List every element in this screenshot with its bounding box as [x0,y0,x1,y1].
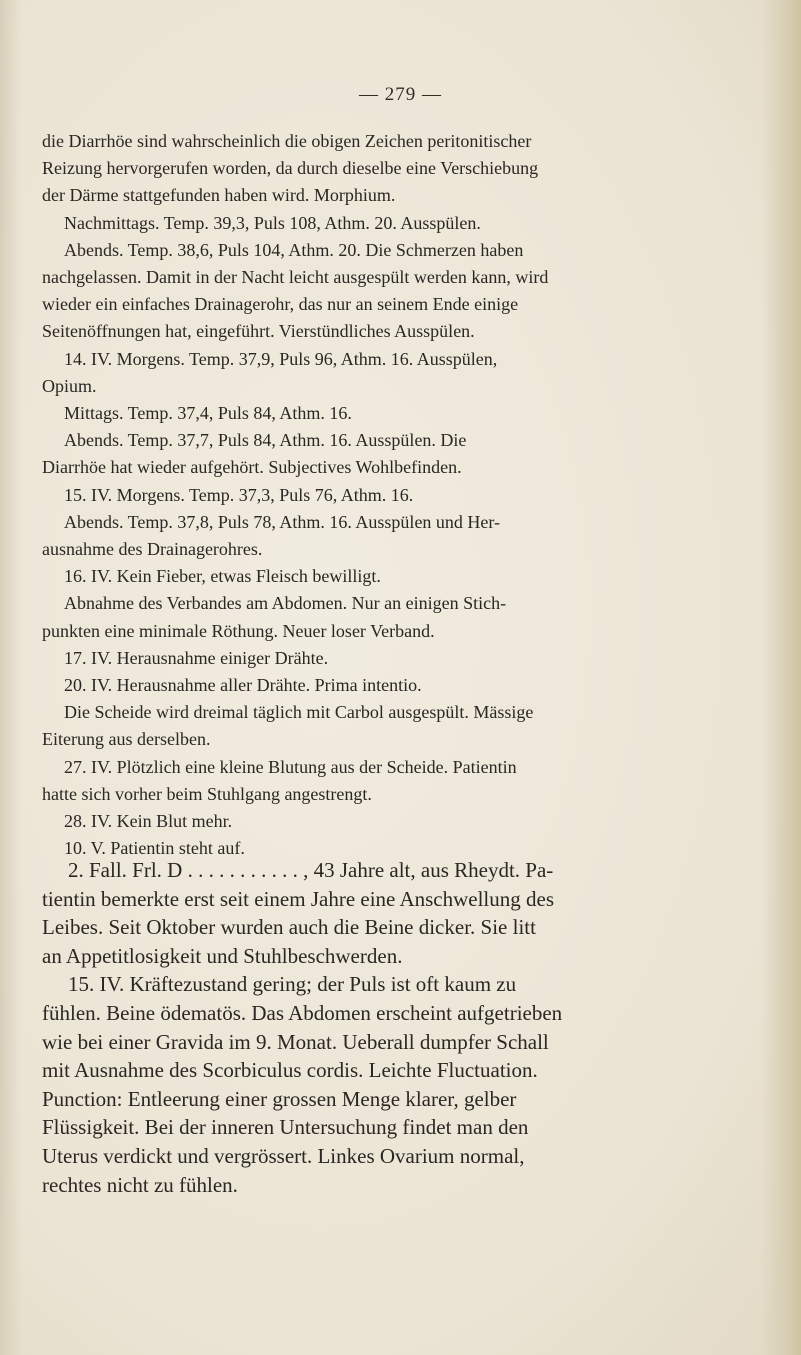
text-line: 16. IV. Kein Fieber, etwas Fleisch bewilligt. [64,566,381,587]
text-line: Flüssigkeit. Bei der inneren Untersuchung findet man den [42,1115,529,1140]
text-line: mit Ausnahme des Scorbiculus cordis. Leichte Fluctuation. [42,1058,538,1083]
text-line: 15. IV. Morgens. Temp. 37,3, Puls 76, Athm. 16. [64,484,414,505]
text-line: Die Scheide wird dreimal täglich mit Carbol ausgespült. Mässige [64,702,534,723]
text-line: Eiterung aus derselben. [42,729,211,750]
page-number: — 279 — [359,84,442,105]
case-1-continuation [42,128,724,862]
text-line: die Diarrhöe sind wahrscheinlich die obigen Zeichen peritonitischer [42,131,532,151]
text-line: Opium. [42,375,97,396]
text-line: 10. V. Patientin steht auf. [64,838,245,859]
text-line: Punction: Entleerung einer grossen Menge klarer, gelber [42,1086,517,1111]
text-line: Diarrhöe hat wieder aufgehört. Subjectives Wohlbefinden. [42,457,462,478]
text-line: 28. IV. Kein Blut mehr. [64,811,233,832]
page-right-edge [761,0,801,1355]
text-line: Uterus verdickt und vergrössert. Linkes Ovarium normal, [42,1143,525,1168]
text-line: 17. IV. Herausnahme einiger Drähte. [64,647,329,668]
text-line: hatte sich vorher beim Stuhlgang angestrengt. [42,783,372,804]
text-line: rechtes nicht zu fühlen. [42,1172,238,1197]
text-line: Leibes. Seit Oktober wurden auch die Beine dicker. Sie litt [42,915,536,940]
text-line: Abnahme des Verbandes am Abdomen. Nur an einigen Stich- [64,593,507,614]
text-line: Abends. Temp. 37,8, Puls 78, Athm. 16. Ausspülen und Her- [64,511,501,532]
text-line: an Appetitlosigkeit und Stuhlbeschwerden. [42,943,403,968]
text-line: 27. IV. Plötzlich eine kleine Blutung aus der Scheide. Patientin [64,756,517,777]
text-line: punkten eine minimale Röthung. Neuer loser Verband. [42,620,435,641]
text-line: der Därme stattgefunden haben wird. Morphium. [42,185,396,206]
case-2-text [42,856,732,1199]
text-line: nachgelassen. Damit in der Nacht leicht ausgespült werden kann, wird [42,267,549,288]
text-line: fühlen. Beine ödematös. Das Abdomen erscheint aufgetrieben [42,1000,563,1025]
text-line: Mittags. Temp. 37,4, Puls 84, Athm. 16. [64,403,352,424]
page-left-shadow [0,0,22,1355]
text-line: 14. IV. Morgens. Temp. 37,9, Puls 96, Athm. 16. Ausspülen, [64,348,498,369]
text-line: 2. Fall. Frl. D . . . . . . . . . . . , 43 Jahre alt, aus Rheydt. Pa- [68,858,554,882]
text-line: Abends. Temp. 38,6, Puls 104, Athm. 20. Die Schmerzen haben [64,239,524,260]
text-line: wieder ein einfaches Drainagerohr, das nur an seinem Ende einige [42,294,519,315]
text-line: Reizung hervorgerufen worden, da durch dieselbe eine Verschiebung [42,158,539,179]
text-line: tientin bemerkte erst seit einem Jahre eine Anschwellung des [42,886,555,911]
text-line: 20. IV. Herausnahme aller Drähte. Prima intentio. [64,675,422,696]
text-line: Abends. Temp. 37,7, Puls 84, Athm. 16. Ausspülen. Die [64,430,467,451]
text-line: ausnahme des Drainagerohres. [42,539,263,560]
text-line: Nachmittags. Temp. 39,3, Puls 108, Athm. 20. Ausspülen. [64,212,481,233]
text-line: wie bei einer Gravida im 9. Monat. Ueberall dumpfer Schall [42,1029,549,1054]
text-line: 15. IV. Kräftezustand gering; der Puls ist oft kaum zu [68,972,517,997]
text-line: Seitenöffnungen hat, eingeführt. Vierstündliches Ausspülen. [42,321,475,342]
